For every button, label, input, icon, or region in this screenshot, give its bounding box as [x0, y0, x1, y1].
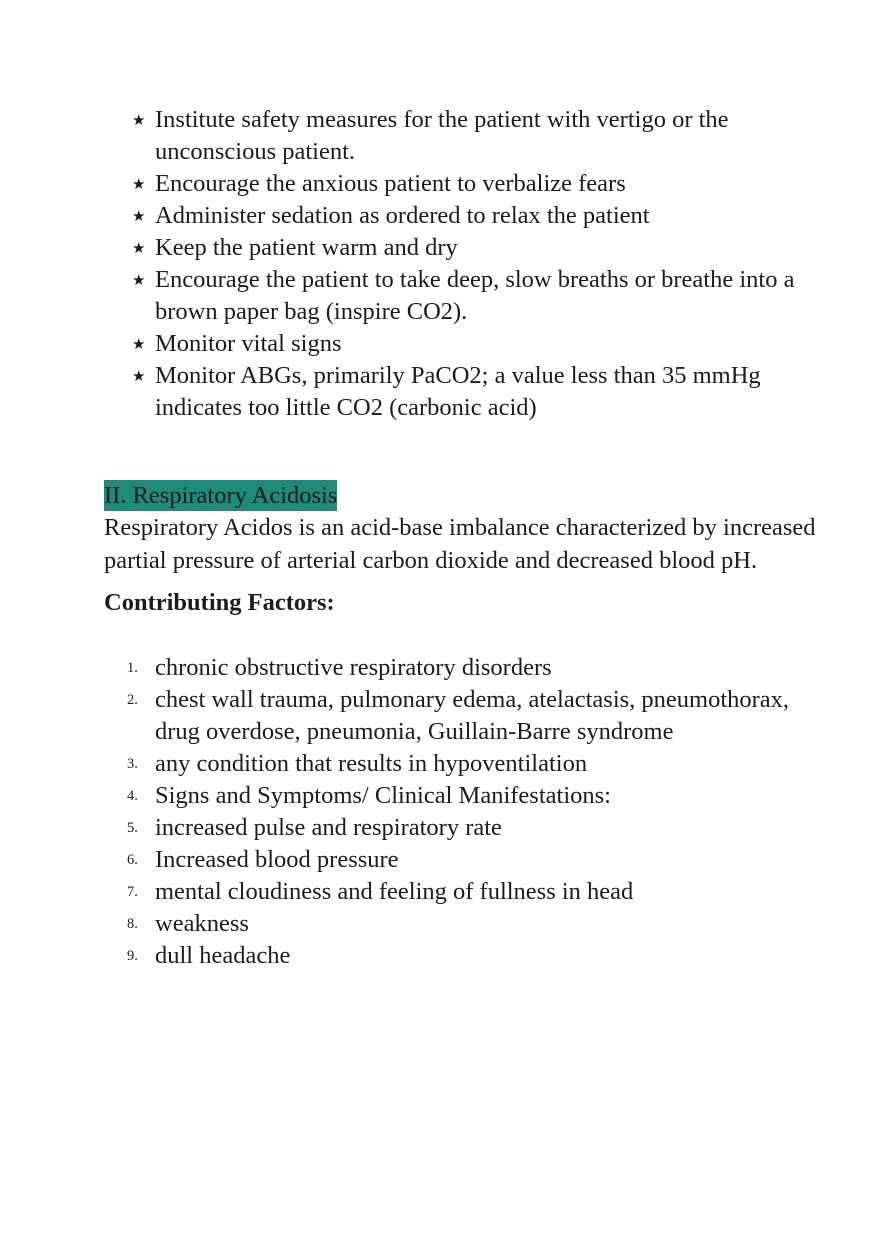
list-item [127, 844, 832, 876]
star-bullet-icon: ★ [132, 239, 146, 257]
list-item-text: chronic obstructive respiratory disorders [155, 654, 552, 681]
list-item [127, 940, 832, 972]
list-item-text: weakness [155, 910, 249, 937]
list-item [127, 876, 832, 908]
contributing-factors-heading: Contributing Factors: [104, 589, 335, 616]
respiratory-acidosis-section [104, 480, 844, 619]
list-item-text: Keep the patient warm and dry [155, 234, 458, 261]
list-number: 4. [127, 788, 138, 804]
list-item-text: Institute safety measures for the patient with vertigo or the unconscious patient. [155, 106, 729, 165]
star-bullet-icon: ★ [132, 207, 146, 225]
list-item-text: Encourage the patient to take deep, slow breaths or breathe into a brown paper bag (inspire CO2). [155, 266, 795, 325]
list-number: 9. [127, 948, 138, 964]
list-item [127, 812, 832, 844]
star-bullet-icon: ★ [132, 335, 146, 353]
list-item [127, 908, 832, 940]
list-item-text: Encourage the anxious patient to verbalize fears [155, 170, 626, 197]
list-number: 5. [127, 820, 138, 836]
list-number: 6. [127, 852, 138, 868]
section-intro: Respiratory Acidos is an acid-base imbalance characterized by increased partial pressure of arterial carbon dioxide and decreased blood pH. [104, 514, 816, 574]
section-heading: II. Respiratory Acidosis [104, 482, 338, 509]
list-item-text: mental cloudiness and feeling of fullness in head [155, 878, 634, 905]
star-bullet-icon: ★ [132, 367, 146, 385]
list-number: 2. [127, 692, 138, 708]
list-item [132, 200, 832, 232]
list-item [127, 684, 832, 748]
star-bullet-icon: ★ [132, 111, 146, 129]
list-item-text: Administer sedation as ordered to relax the patient [155, 202, 650, 229]
list-item [127, 652, 832, 684]
star-bullet-icon: ★ [132, 271, 146, 289]
list-item-text: dull headache [155, 942, 291, 969]
list-item-text: any condition that results in hypoventilation [155, 750, 588, 777]
star-bullet-icon: ★ [132, 175, 146, 193]
list-item-text: Monitor vital signs [155, 330, 342, 357]
list-number: 8. [127, 916, 138, 932]
list-number: 7. [127, 884, 138, 900]
list-number: 3. [127, 756, 138, 772]
list-item-text: chest wall trauma, pulmonary edema, atelactasis, pneumothorax, drug overdose, pneumonia, Guillain-Barre syndrome [155, 686, 790, 745]
list-item [132, 232, 832, 264]
list-item-text: increased pulse and respiratory rate [155, 814, 502, 841]
list-item [132, 104, 832, 168]
list-item [127, 748, 832, 780]
contributing-factors-list [127, 652, 832, 972]
interventions-list [132, 104, 832, 424]
list-item-text: Increased blood pressure [155, 846, 399, 873]
list-item-text: Monitor ABGs, primarily PaCO2; a value less than 35 mmHg indicates too little CO2 (carbonic acid) [155, 362, 761, 421]
list-item-text: Signs and Symptoms/ Clinical Manifestations: [155, 782, 611, 809]
list-item [132, 328, 832, 360]
list-number: 1. [127, 660, 138, 676]
list-item [127, 780, 832, 812]
list-item [132, 168, 832, 200]
list-item [132, 360, 832, 424]
list-item [132, 264, 832, 328]
